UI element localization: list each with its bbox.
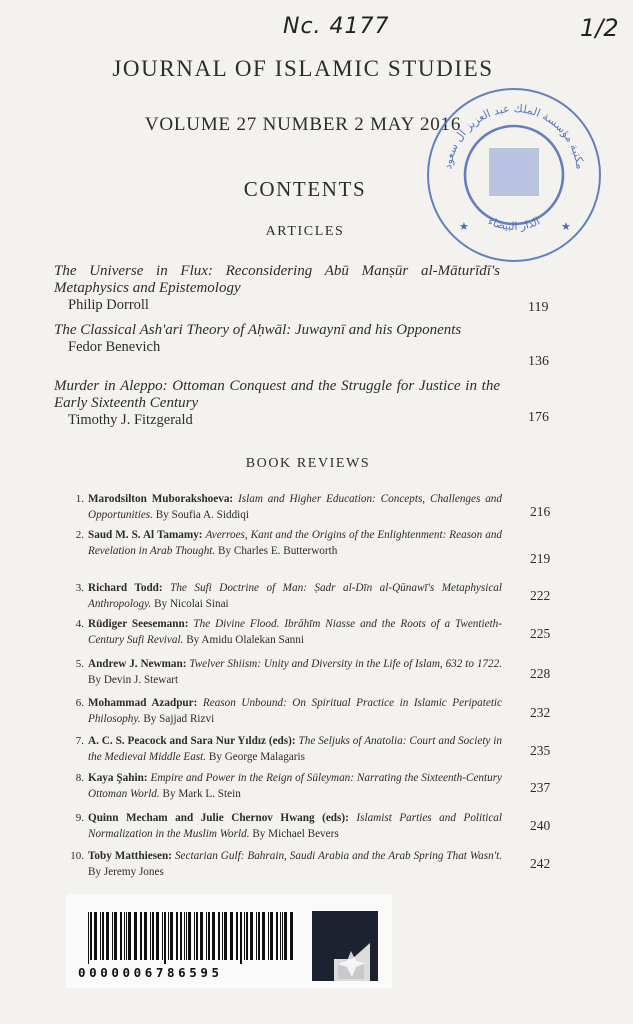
review-author: Kaya Şahin: [88, 772, 148, 784]
barcode-bar [218, 912, 220, 960]
review-author: Andrew J. Newman: [88, 658, 187, 670]
review-book-title: The Divine Flood. Ibrāhīm Niasse and the Roots of a Twentieth-Century Sufi Revival. [88, 618, 502, 646]
review-text [88, 656, 502, 688]
review-reviewer: By Sajjad Rizvi [143, 713, 215, 725]
contents-heading: CONTENTS [243, 177, 367, 201]
review-author: Richard Todd: [88, 582, 163, 594]
review-book-title: Empire and Power in the Reign of Süleyman: Narrating the Sixteenth-Century Ottoman World. [88, 772, 503, 800]
barcode-bar [196, 912, 198, 960]
barcode-bar [276, 912, 278, 960]
review-reviewer: By Michael Bevers [252, 828, 339, 840]
barcode-bar [258, 912, 260, 960]
barcode-bar [170, 912, 173, 960]
barcode-bar [282, 912, 283, 960]
review-number: 9. [75, 812, 84, 824]
review-number: 8. [75, 772, 84, 784]
review-text [88, 616, 502, 648]
article-title: Murder in Aleppo: Ottoman Conquest and the Struggle for Justice in the Early Sixteenth Century [54, 378, 500, 411]
review-reviewer: By Jeremy Jones [88, 866, 164, 878]
review-text [88, 580, 502, 612]
review-text [88, 527, 502, 559]
article-page-number: 136 [528, 354, 549, 369]
barcode-bar [212, 912, 215, 960]
review-book-title: Islamist Parties and Political Normalization in the Muslim World. [88, 812, 503, 840]
barcode-bar [106, 912, 109, 960]
barcode-bar [284, 912, 287, 960]
barcode-bar [112, 912, 113, 960]
review-text [88, 770, 502, 802]
stamp-outer-text: مكتبة مؤسسة الملك عبد العزيز آل سعود [441, 101, 587, 170]
library-stamp [425, 86, 603, 264]
review-number: 5. [75, 658, 84, 670]
barcode-bar [168, 912, 169, 960]
review-reviewer: By Amidu Olalekan Sanni [186, 634, 304, 646]
journal-title: JOURNAL OF ISLAMIC STUDIES [112, 56, 494, 81]
barcode-bar [180, 912, 182, 960]
barcode-bar [270, 912, 273, 960]
review-reviewer: By Devin J. Stewart [88, 674, 179, 686]
review-author: Mohammad Azadpur: [88, 697, 198, 709]
article-author: Philip Dorroll [68, 297, 149, 313]
barcode-bar [126, 912, 127, 960]
review-reviewer: By Soufia A. Siddiqi [155, 509, 249, 521]
barcode-bar [140, 912, 142, 960]
barcode-bar [100, 912, 101, 960]
review-author: Toby Matthiesen: [88, 850, 172, 862]
barcode-bar [90, 912, 92, 960]
review-text [88, 491, 502, 523]
barcode-bar [144, 912, 147, 960]
barcode-bar [134, 912, 137, 960]
stamp-emblem-inner [495, 154, 533, 190]
stamp-star-icon: ★ [459, 221, 469, 233]
review-number: 10. [70, 850, 84, 862]
barcode-bar [200, 912, 203, 960]
review-page-number: 225 [530, 626, 551, 641]
review-book-title: Twelver Shiism: Unity and Diversity in the Life of Islam, 632 to 1722. [189, 658, 502, 670]
barcode-bar [94, 912, 97, 960]
review-page-number: 219 [530, 551, 551, 566]
barcode-bar [184, 912, 185, 960]
barcode-bar [244, 912, 245, 960]
articles-heading: ARTICLES [265, 224, 345, 239]
review-reviewer: By George Malagaris [208, 751, 305, 763]
barcode-bar [150, 912, 151, 960]
barcode-bar [208, 912, 210, 960]
review-number: 2. [75, 529, 84, 541]
barcode-bar [128, 912, 131, 960]
article-author: Timothy J. Fitzgerald [68, 412, 193, 428]
barcode-bar [114, 912, 117, 960]
barcode [86, 912, 296, 964]
stamp-bottom-text: الدار البيضاء [486, 214, 542, 233]
review-book-title: Islam and Higher Education: Concepts, Challenges and Opportunities. [88, 493, 502, 521]
handwritten-part-number: 1/2 [580, 14, 619, 42]
review-author: Marodsilton Muborakshoeva: [88, 493, 234, 505]
barcode-bar [206, 912, 207, 960]
review-book-title: The Seljuks of Anatolia: Court and Society in the Medieval Middle East. [88, 735, 503, 763]
review-reviewer: By Charles E. Butterworth [218, 545, 338, 557]
barcode-bar [256, 912, 257, 960]
barcode-bar [224, 912, 227, 960]
barcode-bar [240, 912, 242, 964]
barcode-bar [124, 912, 125, 960]
review-reviewer: By Mark L. Stein [162, 788, 241, 800]
review-page-number: 222 [530, 588, 551, 603]
review-number: 1. [75, 493, 84, 505]
review-page-number: 228 [530, 666, 551, 681]
review-text [88, 848, 502, 880]
barcode-bar [222, 912, 223, 960]
review-page-number: 240 [530, 818, 551, 833]
volume-line: VOLUME 27 NUMBER 2 MAY 2016 [144, 114, 462, 135]
review-number: 3. [75, 582, 84, 594]
barcode-bar [280, 912, 281, 960]
barcode-bar [164, 912, 166, 964]
book-reviews-heading: BOOK REVIEWS [245, 456, 371, 471]
article-page-number: 176 [528, 410, 549, 425]
barcode-bar [102, 912, 104, 960]
review-page-number: 242 [530, 856, 551, 871]
review-text [88, 810, 502, 842]
barcode-bar [188, 912, 191, 960]
barcode-bar [246, 912, 248, 960]
barcode-bar [152, 912, 154, 960]
review-author: Quinn Mecham and Julie Chernov Hwang (eds): [88, 812, 349, 824]
barcode-bar [230, 912, 233, 960]
barcode-bar [176, 912, 178, 960]
review-text [88, 695, 502, 727]
publisher-logo [312, 911, 378, 981]
barcode-bar [194, 912, 195, 960]
stamp-star-icon: ★ [561, 221, 571, 233]
review-number: 4. [75, 618, 84, 630]
review-text [88, 733, 502, 765]
review-book-title: Sectarian Gulf: Bahrain, Saudi Arabia and the Arab Spring That Wasn't. [174, 850, 502, 862]
review-author: Rüdiger Seesemann: [88, 618, 189, 630]
barcode-number: 0000006786595 [78, 965, 223, 980]
review-page-number: 216 [530, 504, 551, 519]
review-page-number: 235 [530, 743, 551, 758]
barcode-bar [120, 912, 122, 960]
handwritten-reference-number: Nc. 4177 [283, 14, 390, 39]
article-title: The Classical Ash'ari Theory of Aḥwāl: Juwaynī and his Opponents [54, 322, 462, 338]
barcode-bar [250, 912, 253, 960]
barcode-bar [268, 912, 269, 960]
barcode-bar [162, 912, 163, 960]
review-book-title: The Sufi Doctrine of Man: Ṣadr al-Dīn al-Qūnawī's Metaphysical Anthropology. [88, 582, 503, 610]
review-reviewer: By Nicolai Sinai [154, 598, 229, 610]
review-book-title: Reason Unbound: On Spiritual Practice in Islamic Peripatetic Philosophy. [88, 697, 503, 725]
review-author: A. C. S. Peacock and Sara Nur Yıldız (eds): [88, 735, 296, 747]
barcode-bar [262, 912, 265, 960]
article-entry [54, 378, 500, 429]
review-number: 7. [75, 735, 84, 747]
article-entry [54, 322, 500, 356]
review-author: Saud M. S. Al Tamamy: [88, 529, 203, 541]
review-book-title: Averroes, Kant and the Origins of the Enlightenment: Reason and Revelation in Arab Thought. [88, 529, 503, 557]
review-page-number: 232 [530, 705, 551, 720]
article-author: Fedor Benevich [68, 339, 161, 355]
barcode-bar [156, 912, 159, 960]
barcode-bar [290, 912, 293, 960]
review-page-number: 237 [530, 780, 551, 795]
article-page-number: 119 [528, 300, 549, 315]
article-title: The Universe in Flux: Reconsidering Abū Manṣūr al-Māturīdī's Metaphysics and Epistemology [54, 263, 500, 296]
barcode-bar [236, 912, 238, 960]
barcode-bar [88, 912, 89, 964]
article-entry [54, 263, 500, 314]
review-number: 6. [75, 697, 84, 709]
barcode-bar [186, 912, 187, 960]
